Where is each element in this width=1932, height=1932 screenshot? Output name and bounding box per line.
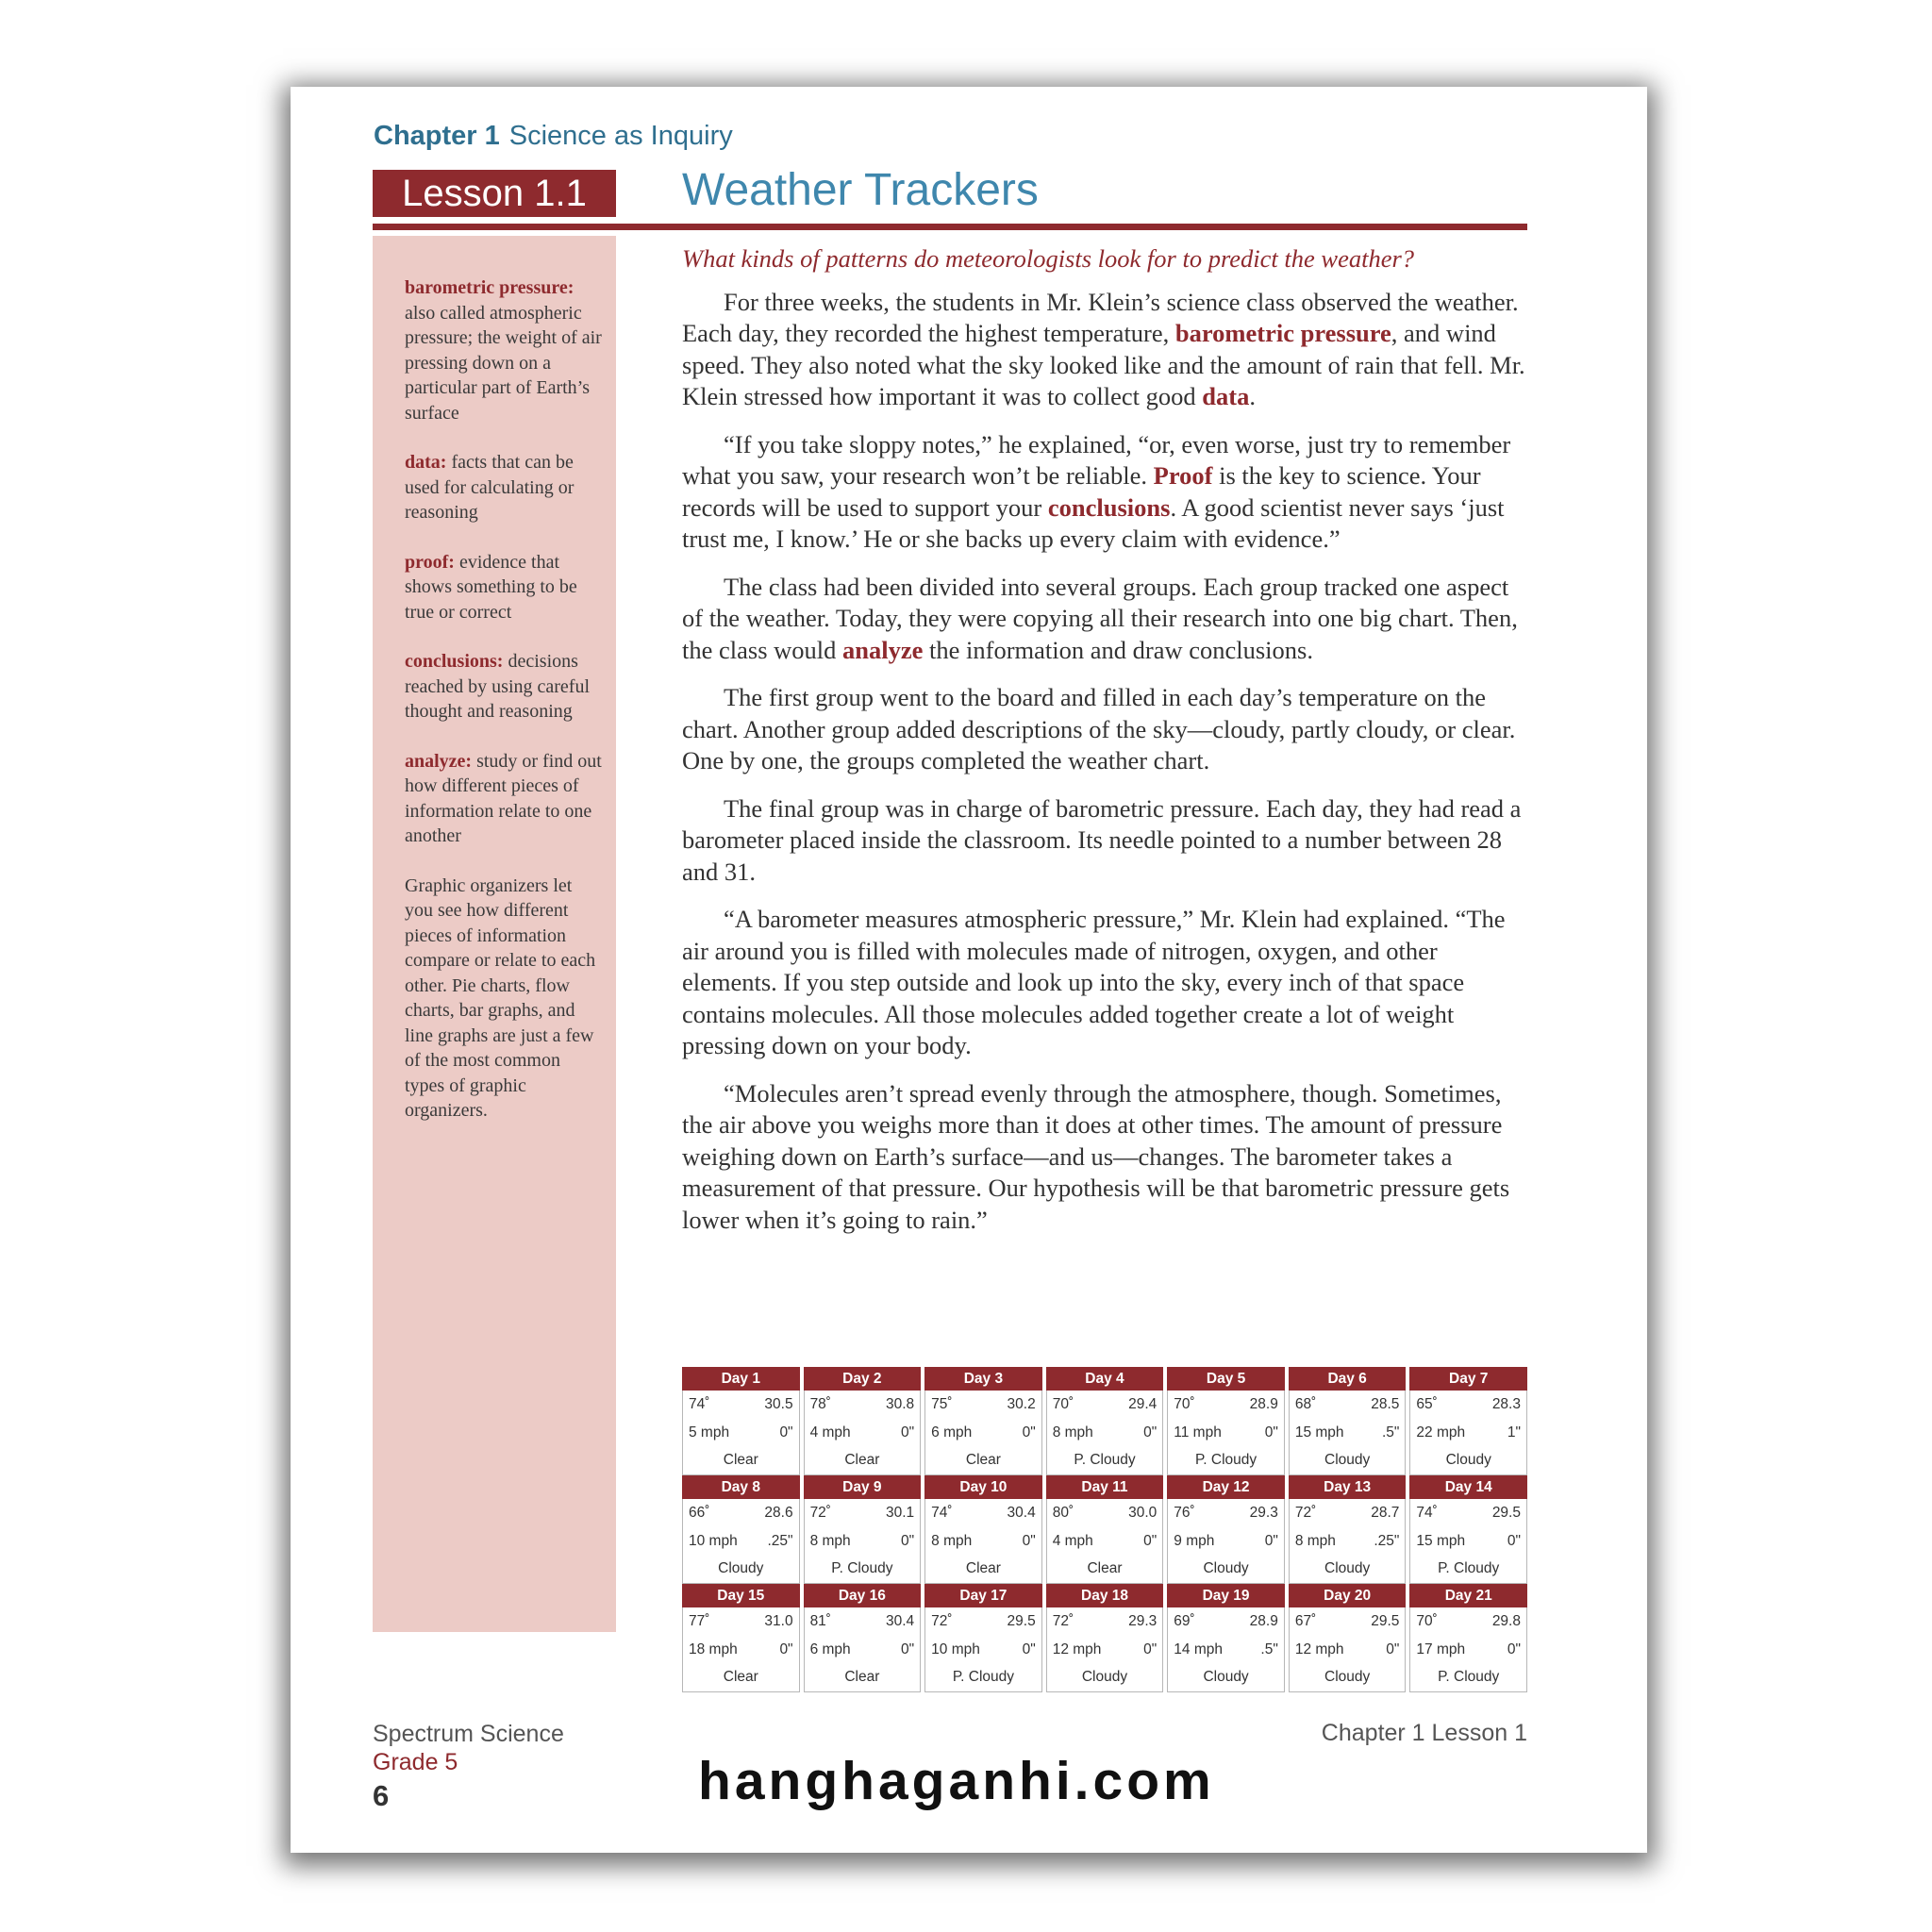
vocab-term: proof: (405, 551, 455, 573)
page-number: 6 (373, 1779, 390, 1812)
sky-condition: P. Cloudy (831, 1560, 893, 1576)
temperature: 70˚ (1052, 1396, 1074, 1412)
wind-speed: 22 mph (1416, 1424, 1466, 1441)
pressure: 31.0 (764, 1613, 793, 1629)
chapter-title: Science as Inquiry (508, 121, 733, 151)
day-header: Day 14 (1409, 1475, 1527, 1499)
pressure: 29.4 (1128, 1396, 1158, 1412)
keyword: conclusions (1047, 492, 1171, 522)
sky-condition: Clear (723, 1669, 758, 1685)
sky-condition: Cloudy (1324, 1560, 1371, 1576)
wind-speed: 6 mph (809, 1641, 851, 1657)
vocab-definition: also called atmospheric pressure; the weight of air pressing down on a particular part of Earth’s surface (405, 302, 602, 424)
rainfall: .25" (1374, 1532, 1400, 1549)
pressure: 28.9 (1249, 1613, 1278, 1629)
temperature: 72˚ (1052, 1613, 1074, 1629)
day-header: Day 10 (924, 1475, 1042, 1499)
vocab-entry (405, 749, 603, 849)
pressure: 29.5 (1007, 1613, 1036, 1629)
day-cell (1289, 1607, 1407, 1692)
rainfall: 0" (1264, 1532, 1278, 1549)
vocabulary-list (405, 275, 603, 1148)
day-cell (682, 1607, 800, 1692)
pressure: 28.7 (1371, 1505, 1400, 1521)
temperature: 69˚ (1174, 1613, 1195, 1629)
wind-speed: 18 mph (689, 1641, 738, 1657)
pressure: 29.5 (1371, 1613, 1400, 1629)
temperature: 75˚ (931, 1396, 953, 1412)
day-header: Day 4 (1046, 1367, 1164, 1391)
day-cell (804, 1607, 922, 1692)
keyword: analyze (842, 635, 924, 664)
keyword: Proof (1153, 461, 1213, 490)
pressure: 29.8 (1491, 1613, 1521, 1629)
sky-condition: P. Cloudy (952, 1669, 1015, 1685)
wind-speed: 6 mph (931, 1424, 973, 1441)
pressure: 30.8 (885, 1396, 915, 1412)
day-cell (1167, 1607, 1285, 1692)
vocab-entry (405, 450, 603, 525)
day-header: Day 20 (1289, 1584, 1407, 1607)
day-header: Day 19 (1167, 1584, 1285, 1607)
sky-condition: Cloudy (1324, 1452, 1371, 1468)
sky-condition: Cloudy (1324, 1669, 1371, 1685)
day-header: Day 17 (924, 1584, 1042, 1607)
day-header: Day 5 (1167, 1367, 1285, 1391)
wind-speed: 4 mph (809, 1424, 851, 1441)
sky-condition: P. Cloudy (1074, 1452, 1136, 1468)
keyword: data (1202, 382, 1250, 410)
vocab-term: conclusions: (405, 651, 504, 672)
rainfall: 0" (901, 1424, 915, 1441)
footer-lesson-label: Chapter 1 Lesson 1 (1321, 1720, 1527, 1746)
wind-speed: 17 mph (1416, 1641, 1466, 1657)
day-cell (1289, 1499, 1407, 1584)
day-header: Day 7 (1409, 1367, 1527, 1391)
sky-condition: Cloudy (1445, 1452, 1491, 1468)
pressure: 29.3 (1128, 1613, 1158, 1629)
pressure: 30.4 (1007, 1505, 1036, 1521)
day-header: Day 8 (682, 1475, 800, 1499)
sky-condition: Cloudy (1203, 1669, 1249, 1685)
paragraph: “A barometer measures atmospheric pressure,” Mr. Klein had explained. “The air around you is filled with molecules made of nitrogen, oxygen, and other elements. If you step outside and look up into the sky, every inch of that space contains molecules. All those molecules added together create a lot of weight pressing down on your body. (682, 905, 1506, 1059)
paragraph: “Molecules aren’t spread evenly through the atmosphere, though. Sometimes, the air above you weighs more than it does at other times. The amount of pressure weighing down on Earth’s surface—and us—changes. The barometer takes a measurement of that pressure. Our hypothesis will be that barometric pressure gets lower when it’s going to rain.” (682, 1078, 1510, 1234)
temperature: 77˚ (689, 1613, 710, 1629)
day-header: Day 6 (1289, 1367, 1407, 1391)
chapter-number: Chapter 1 (374, 121, 500, 151)
rainfall: 0" (1022, 1641, 1036, 1657)
pressure: 30.5 (764, 1396, 793, 1412)
day-cell (924, 1607, 1042, 1692)
paragraph: For three weeks, the students in Mr. Klein’s science class observed the weather. Each day, they recorded the highest temperature, barometric pressure, and wind speed. They also noted what the sky looked like and the amount of rain that fell. Mr. Klein stressed how important it was to collect good data. (682, 287, 1525, 410)
rainfall: 0" (779, 1424, 793, 1441)
day-cell (1167, 1391, 1285, 1475)
day-header: Day 13 (1289, 1475, 1407, 1499)
sky-condition: Clear (965, 1560, 1001, 1576)
rainfall: 0" (1143, 1532, 1158, 1549)
rainfall: 0" (901, 1641, 915, 1657)
temperature: 65˚ (1416, 1396, 1438, 1412)
sky-condition: P. Cloudy (1194, 1452, 1257, 1468)
day-cell (1046, 1391, 1164, 1475)
temperature: 76˚ (1174, 1505, 1195, 1521)
lesson-label: Lesson 1.1 (373, 170, 616, 217)
pressure: 28.6 (764, 1505, 793, 1521)
rainfall: .5" (1381, 1424, 1400, 1441)
temperature: 81˚ (809, 1613, 831, 1629)
footer-left (373, 1720, 564, 1810)
vocab-entry (405, 550, 603, 625)
sidebar-note: Graphic organizers let you see how different pieces of information compare or relate to each other. Pie charts, flow charts, bar graphs, and line graphs are just a few of the most common types of graphic organizers. (405, 874, 596, 1121)
temperature: 74˚ (1416, 1505, 1438, 1521)
wind-speed: 11 mph (1174, 1424, 1222, 1441)
sky-condition: P. Cloudy (1438, 1669, 1500, 1685)
rainfall: 1" (1507, 1424, 1521, 1441)
day-header: Day 18 (1046, 1584, 1164, 1607)
wind-speed: 15 mph (1416, 1532, 1466, 1549)
pressure: 30.4 (885, 1613, 915, 1629)
rainfall: 0" (901, 1532, 915, 1549)
pressure: 30.2 (1007, 1396, 1036, 1412)
vocab-entry (405, 649, 603, 724)
title-rule (373, 224, 1527, 230)
paragraph: “If you take sloppy notes,” he explained, “or, even worse, just try to remember what you saw, your research won’t be reliable. Proof is the key to science. Your records will be used to support your conclusions. A good scientist never says ‘just trust me, I know.’ He or she backs up every claim with evidence.” (682, 429, 1511, 553)
day-cell (1046, 1499, 1164, 1584)
sky-condition: Clear (844, 1669, 880, 1685)
vocab-entry (405, 275, 603, 425)
temperature: 70˚ (1174, 1396, 1195, 1412)
lesson-title: Weather Trackers (682, 165, 1039, 215)
vocab-term: data: (405, 452, 447, 473)
pressure: 28.9 (1249, 1396, 1278, 1412)
temperature: 66˚ (689, 1505, 710, 1521)
temperature: 67˚ (1294, 1613, 1317, 1629)
grade-level: Grade 5 (373, 1749, 458, 1775)
rainfall: .25" (767, 1532, 793, 1549)
vocab-definition: decisions reached by using careful thought and reasoning (405, 651, 591, 722)
sky-condition: P. Cloudy (1438, 1560, 1500, 1576)
day-cell (1046, 1607, 1164, 1692)
vocab-term: analyze: (405, 750, 473, 772)
temperature: 70˚ (1416, 1613, 1438, 1629)
day-cell (1167, 1499, 1285, 1584)
temperature: 72˚ (809, 1505, 831, 1521)
rainfall: .5" (1260, 1641, 1278, 1657)
sky-condition: Cloudy (1203, 1560, 1249, 1576)
rainfall: 0" (1022, 1532, 1036, 1549)
weather-chart (682, 1367, 1527, 1692)
rainfall: 0" (1022, 1424, 1036, 1441)
paragraph: The first group went to the board and filled in each day’s temperature on the chart. Another group added descriptions of the sky—cloudy, partly cloudy, or clear. One by one, the groups completed the weather chart. (682, 683, 1516, 774)
rainfall: 0" (1264, 1424, 1278, 1441)
wind-speed: 10 mph (689, 1532, 738, 1549)
rainfall: 0" (1507, 1641, 1521, 1657)
day-cell (924, 1391, 1042, 1475)
pressure: 29.3 (1249, 1505, 1278, 1521)
wind-speed: 5 mph (689, 1424, 730, 1441)
day-header: Day 11 (1046, 1475, 1164, 1499)
day-cell (1409, 1391, 1527, 1475)
paragraph: The class had been divided into several groups. Each group tracked one aspect of the weather. Today, they were copying all their research into one big chart. Then, the class would analyze the information and draw conclusions. (682, 572, 1518, 664)
main-text (682, 243, 1531, 1252)
rainfall: 0" (1507, 1532, 1521, 1549)
day-header: Day 3 (924, 1367, 1042, 1391)
vocab-definition: evidence that shows something to be true or correct (405, 551, 577, 623)
day-cell (682, 1391, 800, 1475)
wind-speed: 10 mph (931, 1641, 980, 1657)
sky-condition: Clear (1087, 1560, 1123, 1576)
temperature: 78˚ (809, 1396, 831, 1412)
day-cell (924, 1499, 1042, 1584)
day-cell (1409, 1499, 1527, 1584)
series-name: Spectrum Science (373, 1721, 564, 1747)
day-cell (804, 1391, 922, 1475)
day-header: Day 9 (804, 1475, 922, 1499)
day-header: Day 1 (682, 1367, 800, 1391)
rainfall: 0" (1386, 1641, 1400, 1657)
book-page (291, 87, 1647, 1853)
paragraph: The final group was in charge of barometric pressure. Each day, they had read a barometer placed inside the classroom. Its needle pointed to a number between 28 and 31. (682, 793, 1522, 886)
keyword: barometric pressure (1174, 319, 1391, 347)
pressure: 28.3 (1491, 1396, 1521, 1412)
pressure: 28.5 (1371, 1396, 1400, 1412)
rainfall: 0" (1143, 1641, 1158, 1657)
chapter-heading (374, 121, 733, 152)
rainfall: 0" (779, 1641, 793, 1657)
temperature: 74˚ (689, 1396, 710, 1412)
sky-condition: Clear (844, 1452, 880, 1468)
sky-condition: Clear (723, 1452, 758, 1468)
sky-condition: Clear (965, 1452, 1001, 1468)
temperature: 74˚ (931, 1505, 953, 1521)
wind-speed: 8 mph (809, 1532, 851, 1549)
day-header: Day 16 (804, 1584, 922, 1607)
day-header: Day 2 (804, 1367, 922, 1391)
day-header: Day 12 (1167, 1475, 1285, 1499)
wind-speed: 8 mph (1294, 1532, 1336, 1549)
guiding-question: What kinds of patterns do meteorologists look for to predict the weather? (682, 244, 1415, 273)
wind-speed: 15 mph (1294, 1424, 1344, 1441)
watermark: hanghaganhi.com (698, 1751, 1215, 1811)
wind-speed: 8 mph (1052, 1424, 1093, 1441)
wind-speed: 8 mph (931, 1532, 973, 1549)
wind-speed: 4 mph (1052, 1532, 1093, 1549)
wind-speed: 14 mph (1174, 1641, 1223, 1657)
wind-speed: 12 mph (1052, 1641, 1102, 1657)
temperature: 68˚ (1294, 1396, 1317, 1412)
sky-condition: Cloudy (718, 1560, 764, 1576)
wind-speed: 12 mph (1294, 1641, 1344, 1657)
pressure: 30.1 (885, 1505, 915, 1521)
vocab-term: barometric pressure: (405, 277, 575, 298)
rainfall: 0" (1143, 1424, 1158, 1441)
temperature: 72˚ (931, 1613, 953, 1629)
sky-condition: Cloudy (1081, 1669, 1128, 1685)
wind-speed: 9 mph (1174, 1532, 1215, 1549)
vocab-definition: facts that can be used for calculating or reasoning (405, 452, 575, 523)
day-cell (682, 1499, 800, 1584)
day-header: Day 21 (1409, 1584, 1527, 1607)
day-cell (1409, 1607, 1527, 1692)
temperature: 72˚ (1294, 1505, 1317, 1521)
day-cell (1289, 1391, 1407, 1475)
vocab-definition: study or find out how different pieces of information relate to one another (405, 750, 602, 846)
pressure: 30.0 (1128, 1505, 1158, 1521)
temperature: 80˚ (1052, 1505, 1074, 1521)
day-cell (804, 1499, 922, 1584)
day-header: Day 15 (682, 1584, 800, 1607)
pressure: 29.5 (1491, 1505, 1521, 1521)
